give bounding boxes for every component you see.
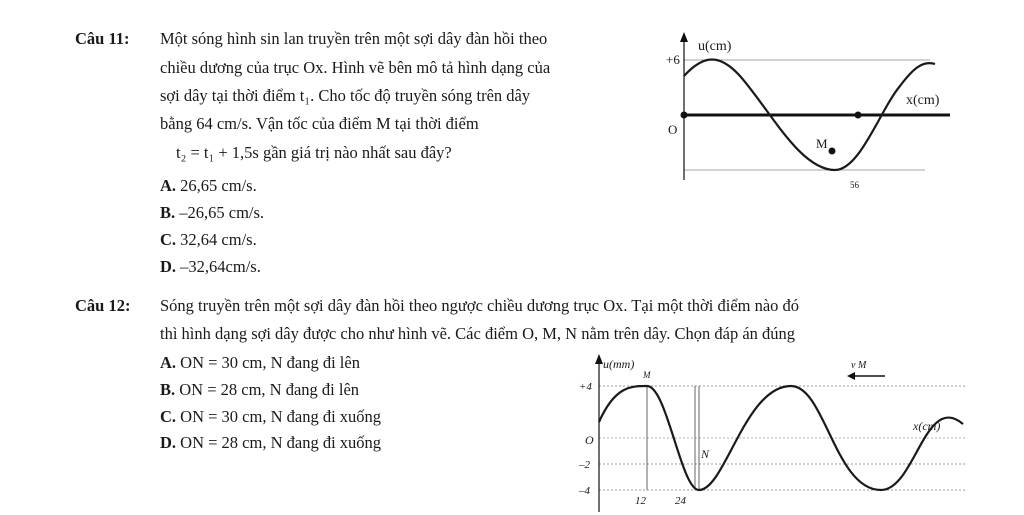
q11-option-d[interactable]: [160, 257, 261, 277]
option-letter: B.: [160, 203, 176, 222]
q11-y-axis-label: u(cm): [698, 39, 732, 54]
option-text: 32,64 cm/s.: [180, 230, 257, 249]
q11-point-m: [829, 148, 836, 155]
q12-tick-minus4: –4: [579, 485, 590, 497]
q12-option-d[interactable]: [160, 433, 381, 453]
q12-point-n-label: N: [701, 447, 710, 461]
option-text: 26,65 cm/s.: [180, 176, 257, 195]
q11-option-b[interactable]: [160, 203, 264, 223]
option-letter: D.: [160, 257, 177, 276]
option-letter: D.: [160, 433, 177, 452]
q12-y-axis-label: u(mm): [603, 357, 635, 371]
q12-label: Câu 12:: [75, 296, 131, 315]
q11-y-axis-arrow: [680, 32, 688, 42]
option-letter: A.: [160, 353, 177, 372]
q12-velocity-arrowhead: [847, 372, 855, 380]
q12-tick-12: 12: [635, 495, 646, 507]
option-letter: A.: [160, 176, 177, 195]
q11-text-line-3: sợi dây tại thời điểm t₁. Cho tốc độ truyền sóng trên dây: [160, 86, 531, 105]
option-text: –26,65 cm/s.: [179, 203, 265, 222]
q12-point-m-label: M: [643, 370, 651, 380]
option-text: ON = 30 cm, N đang đi lên: [180, 353, 360, 372]
q12-velocity-label: v M: [851, 360, 867, 371]
q11-zero-point: [855, 112, 862, 119]
q11-x-axis-label: x(cm): [906, 93, 940, 108]
option-text: ON = 28 cm, N đang đi lên: [179, 380, 360, 399]
q11-text-line-1: Một sóng hình sin lan truyền trên một sợi dây đàn hồi theo: [160, 29, 548, 48]
option-letter: C.: [160, 230, 177, 249]
q11-text-line-4: bằng 64 cm/s. Vận tốc của điểm M tại thời điểm: [160, 114, 479, 133]
option-text: ON = 30 cm, N đang đi xuống: [180, 407, 382, 426]
q12-origin-label: O: [585, 433, 594, 447]
option-letter: C.: [160, 407, 177, 426]
q12-option-c[interactable]: [160, 407, 381, 427]
q12-tick-minus2: –2: [579, 459, 590, 471]
q11-origin-label: O: [668, 122, 678, 137]
option-text: ON = 28 cm, N đang đi xuống: [180, 433, 382, 452]
q12-tick-24: 24: [675, 495, 686, 507]
q11-tick-label: 56: [850, 180, 859, 190]
q12-x-axis-label: x(cm): [913, 419, 941, 433]
q12-wave-figure: [565, 352, 970, 512]
q11-label: Câu 11:: [75, 29, 130, 48]
q12-tick-plus4: +4: [579, 381, 592, 393]
option-letter: B.: [160, 380, 176, 399]
q11-origin-point: [681, 112, 688, 119]
option-text: –32,64cm/s.: [180, 257, 261, 276]
q11-amplitude-label: +6: [666, 52, 680, 67]
q12-text-line-2: thì hình dạng sợi dây được cho như hình vẽ. Các điểm O, M, N nằm trên dây. Chọn đáp án đúng: [160, 324, 796, 343]
q11-point-m-label: M: [816, 136, 828, 151]
q12-y-axis-arrow: [595, 354, 603, 364]
q11-text-line-2: chiều dương của trục Ox. Hình vẽ bên mô tả hình dạng của: [160, 58, 551, 77]
q11-option-c[interactable]: [160, 230, 257, 250]
q12-text-line-1: Sóng truyền trên một sợi dây đàn hồi theo ngược chiều dương trục Ox. Tại một thời điểm nào đó: [160, 296, 800, 315]
q12-option-b[interactable]: [160, 380, 359, 400]
q11-wave-figure: [660, 30, 990, 190]
q11-option-a[interactable]: [160, 176, 257, 196]
q11-text-line-5: t₂ = t₁ + 1,5s gần giá trị nào nhất sau đây?: [176, 143, 452, 162]
q12-option-a[interactable]: [160, 353, 360, 373]
